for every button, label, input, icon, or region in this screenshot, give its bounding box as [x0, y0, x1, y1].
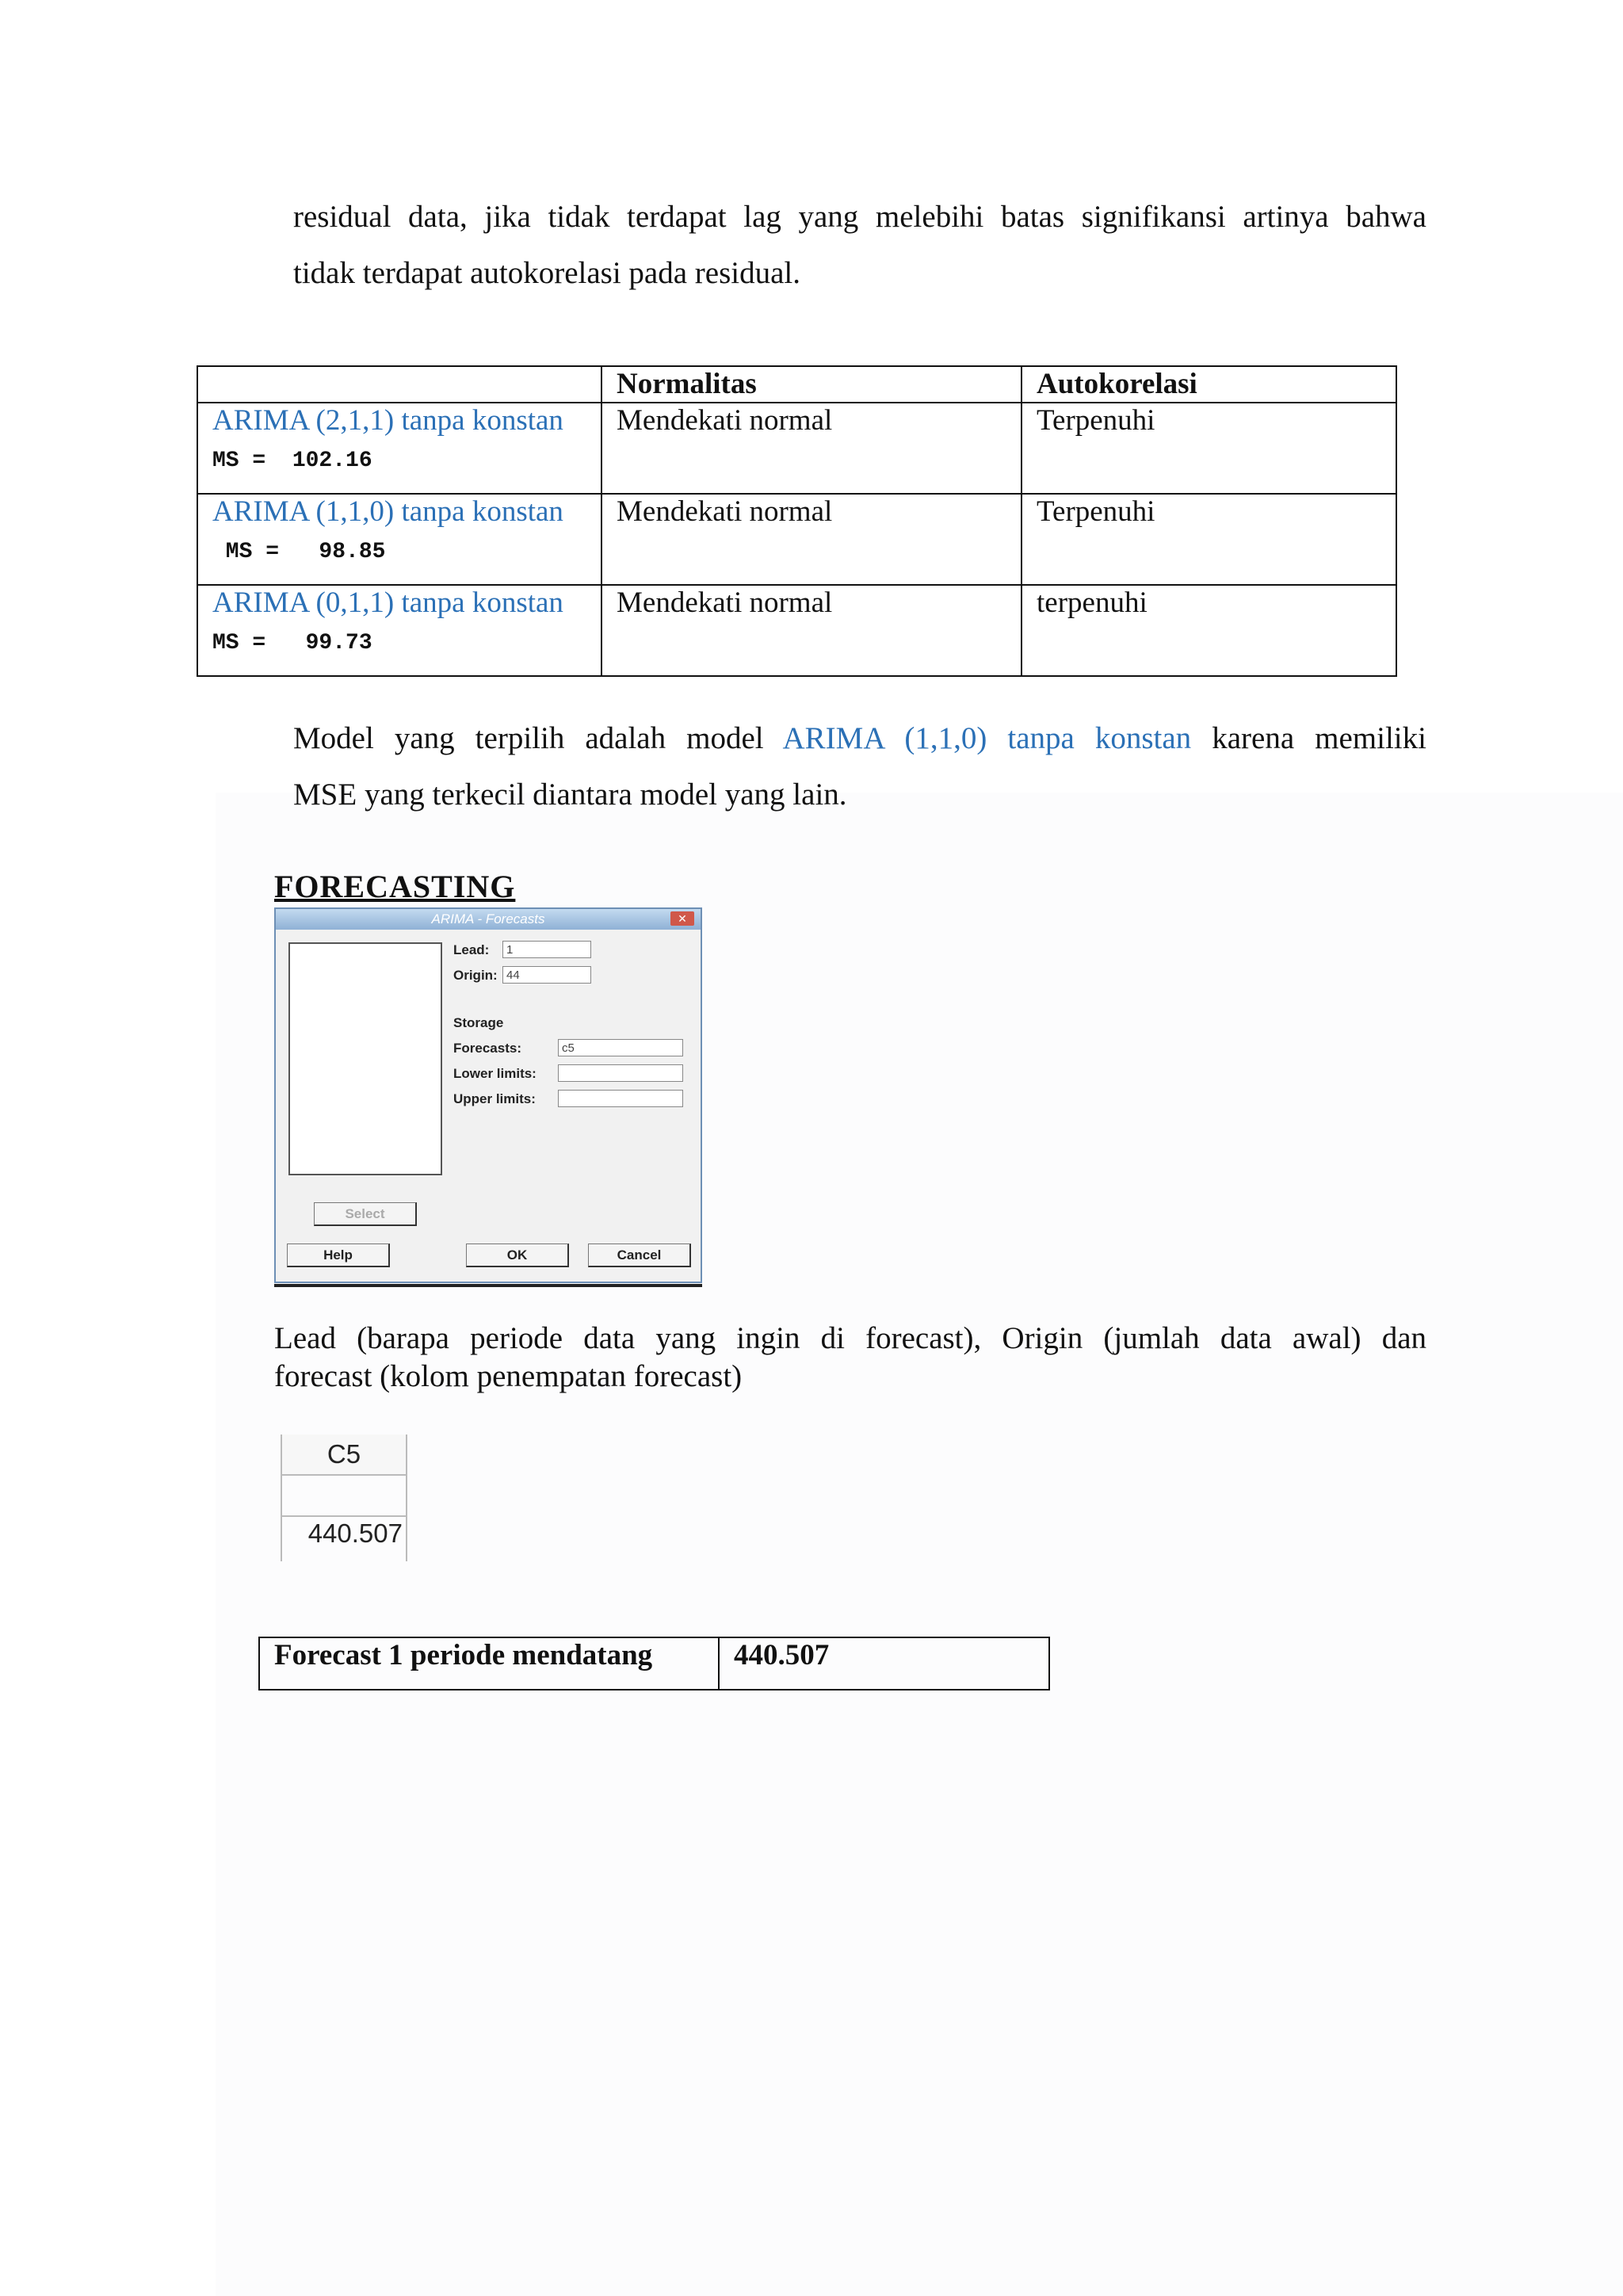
origin-label: Origin:: [453, 968, 498, 983]
intro-line-2: tidak terdapat autokorelasi pada residual.: [293, 256, 800, 290]
table-row: [197, 585, 1396, 676]
model-name: ARIMA (0,1,1) tanpa konstan: [212, 586, 563, 619]
explanation-line-1: Lead (barapa periode data yang ingin di forecast), Origin (jumlah data awal) dan: [274, 1321, 1426, 1355]
model-ms: MS = 99.73: [212, 631, 372, 655]
variable-list[interactable]: [288, 942, 442, 1175]
select-button[interactable]: Select: [314, 1202, 417, 1226]
table-row: [197, 403, 1396, 494]
intro-line-1: residual data, jika tidak terdapat lag yang melebihi batas signifikansi artinya bahwa: [293, 200, 1426, 234]
selection-line-1: Model yang terpilih adalah model ARIMA (1,1,0) tanpa konstan karena memiliki: [293, 721, 1426, 755]
forecasts-label: Forecasts:: [453, 1041, 521, 1056]
table-row: [259, 1637, 1049, 1690]
worksheet-cell-snippet: [281, 1435, 409, 1561]
column-header: C5: [281, 1435, 407, 1474]
model-comparison-table: [197, 365, 1397, 677]
arima-forecasts-dialog: [274, 907, 702, 1283]
forecast-value-cell: 440.507: [719, 1637, 1049, 1690]
model-ms: MS = 102.16: [212, 449, 372, 473]
dialog-title-bar: [276, 909, 701, 930]
autokorelasi-cell: terpenuhi: [1022, 585, 1396, 676]
table-row: [197, 494, 1396, 585]
model-cell: [197, 494, 601, 585]
model-ms: MS = 98.85: [212, 540, 386, 564]
forecast-label-cell: Forecast 1 periode mendatang: [259, 1637, 719, 1690]
model-name: ARIMA (2,1,1) tanpa konstan: [212, 404, 563, 437]
lower-limits-input[interactable]: [558, 1064, 683, 1082]
normalitas-cell: Mendekati normal: [601, 494, 1022, 585]
upper-limits-input[interactable]: [558, 1090, 683, 1107]
storage-label: Storage: [453, 1015, 504, 1030]
intro-paragraph: [293, 189, 1426, 301]
forecast-cell-value: 440.507: [307, 1519, 403, 1548]
selection-paragraph: [293, 710, 1426, 823]
model-cell: [197, 403, 601, 494]
grid-line: [281, 1515, 407, 1517]
origin-input[interactable]: 44: [502, 966, 591, 984]
section-heading: FORECASTING: [274, 869, 516, 904]
selection-line-2: MSE yang terkecil diantara model yang lain.: [293, 777, 847, 812]
normalitas-cell: Mendekati normal: [601, 403, 1022, 494]
forecasts-input[interactable]: c5: [558, 1039, 683, 1056]
lead-label: Lead:: [453, 942, 490, 957]
forecast-result-table: [258, 1637, 1050, 1690]
help-button[interactable]: Help: [287, 1244, 390, 1267]
ok-button[interactable]: OK: [466, 1244, 569, 1267]
close-icon[interactable]: ✕: [670, 911, 694, 926]
upper-limits-label: Upper limits:: [453, 1091, 536, 1106]
model-name: ARIMA (1,1,0) tanpa konstan: [212, 495, 563, 528]
normalitas-cell: Mendekati normal: [601, 585, 1022, 676]
header-model: [197, 366, 601, 403]
dialog-title: ARIMA - Forecasts: [431, 911, 545, 926]
cancel-button[interactable]: Cancel: [588, 1244, 691, 1267]
figure-rule: [274, 1284, 702, 1287]
lead-input[interactable]: 1: [502, 941, 591, 958]
lower-limits-label: Lower limits:: [453, 1066, 537, 1081]
autokorelasi-cell: Terpenuhi: [1022, 494, 1396, 585]
header-normalitas: Normalitas: [601, 366, 1022, 403]
selected-model: ARIMA (1,1,0) tanpa konstan: [782, 721, 1192, 755]
header-autokorelasi: Autokorelasi: [1022, 366, 1396, 403]
grid-line: [281, 1474, 407, 1476]
explanation-line-2: forecast (kolom penempatan forecast): [274, 1359, 743, 1393]
model-cell: [197, 585, 601, 676]
grid-line: [406, 1474, 407, 1561]
explanation-paragraph: [274, 1320, 1426, 1396]
autokorelasi-cell: Terpenuhi: [1022, 403, 1396, 494]
